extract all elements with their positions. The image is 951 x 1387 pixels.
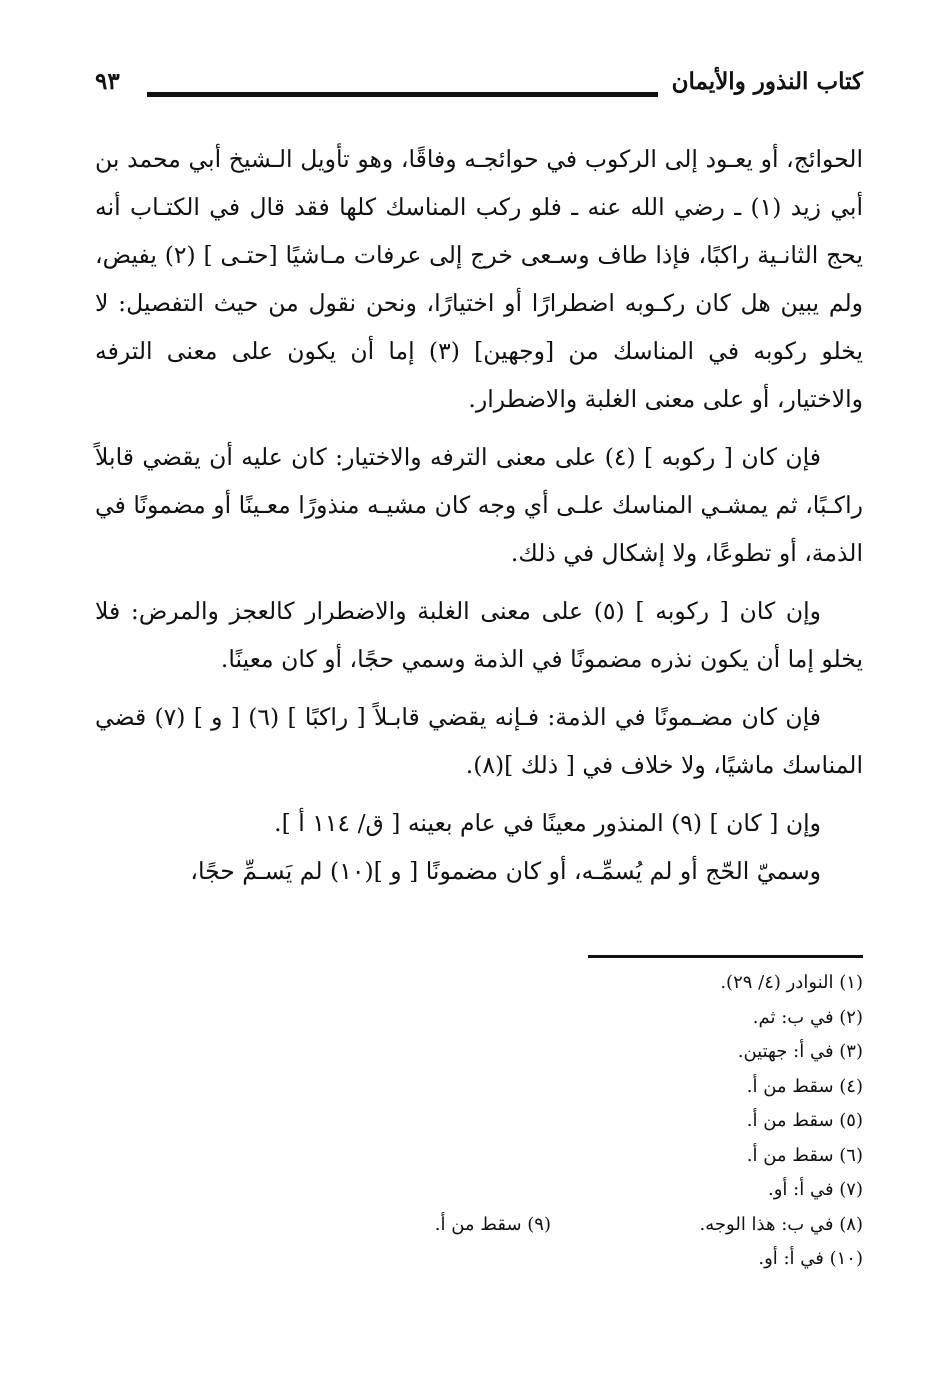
paragraph: وإن [ كان ] (٩) المنذور معينًا في عام بعينه [ ق/ ١١٤ أ ].: [274, 809, 821, 837]
page-number: ٩٣: [95, 68, 120, 95]
footnote: (٤) سقط من أ.: [746, 1075, 863, 1097]
footnote-separator: [588, 955, 863, 958]
running-title: كتاب النذور والأيمان: [671, 68, 863, 95]
page-header: [95, 68, 863, 108]
footnote: (٢) في ب: ثم.: [752, 1006, 863, 1028]
footnote-row: [95, 1208, 863, 1243]
paragraph: وإن كان [ ركوبه ] (٥) على معنى الغلبة والاضطرار كالعجز والمرض: فلا يخلو إما أن يكون نذره مضمونًا في الذمة وسمي حجًا، أو كان معينًا.: [95, 597, 863, 673]
footnote: (٨) في ب: هذا الوجه.: [699, 1213, 863, 1235]
footnote: (٣) في أ: جهتين.: [737, 1041, 863, 1062]
header-rule: [147, 92, 658, 97]
body-text: [95, 135, 863, 905]
paragraph: فإن كان مضـمونًا في الذمة: فـإنه يقضي قابـلاً [ راكبًا ] (٦) [ و ] (٧) قضي المناسك ماشيًا، ولا خلاف في [ ذلك ](٨).: [95, 703, 863, 779]
footnote: (١) النوادر (٤/ ٢٩).: [720, 972, 863, 993]
footnote: (١٠) في أ: أو.: [758, 1248, 863, 1269]
footnotes: [95, 966, 863, 1277]
paragraph: الحوائج، أو يعـود إلى الركوب في حوائجـه وفاقًا، وهو تأويل الـشيخ أبي محمد بن أبي زيد (١) ـ رضي الله عنه ـ فلو ركب المناسك كلها فقد قال في الكتـاب أنه يحج الثانـية راكبًا، فإذا طاف وسـعى خرج إلى عرفات مـاشيًا [حتـى ] (٢) يفيض، ولم يبين هل كان ركـوبه اضطرارًا أو اختيارًا، ونحن نقول من حيث التفصيل: لا يخلو ركوبه في المناسك من [وجهين] (٣) إما أن يكون على معنى الترفه والاختيار، أو على معنى الغلبة والاضطرار.: [95, 145, 864, 413]
footnote: (٥) سقط من أ.: [746, 1110, 863, 1131]
footnote: (٧) في أ: أو.: [768, 1179, 863, 1200]
paragraph: وسميّ الحّج أو لم يُسمِّـه، أو كان مضمونًا [ و ](١٠) لم يَسـمِّ حجًا،: [190, 857, 821, 885]
paragraph: فإن كان [ ركوبه ] (٤) على معنى الترفه والاختيار: كان عليه أن يقضي قابلاً راكـبًا، ثم يمشـي المناسك علـى أي وجه كان مشيـه منذورًا معـينًا أو مضمونًا في الذمة، أو تطوعًا، ولا إشكال في ذلك.: [95, 443, 863, 567]
footnote: (٦) سقط من أ.: [746, 1144, 863, 1166]
footnote: (٩) سقط من أ.: [434, 1213, 551, 1235]
